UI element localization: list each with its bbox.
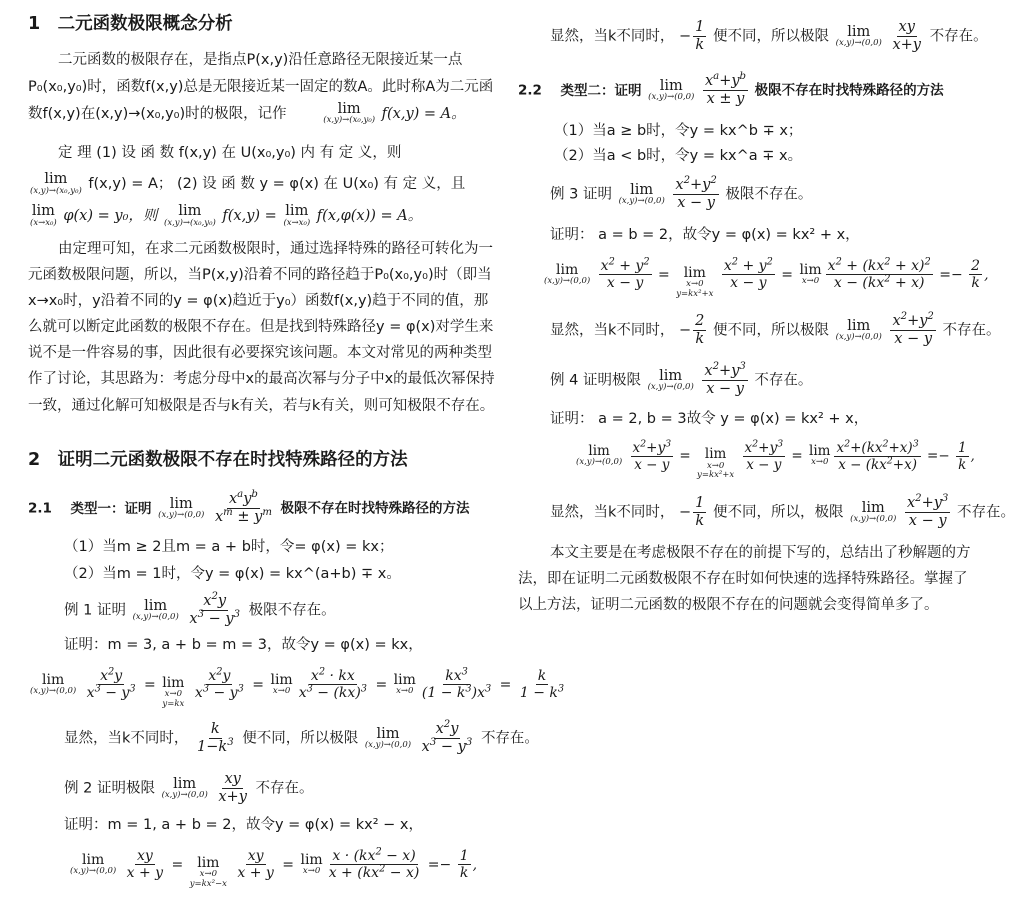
conclusion-text: 显然，当k不同时， [550, 28, 675, 45]
theorem-text-4: f(x,y) = [222, 208, 277, 225]
conclusion-text-2: 便不同，所以极限 [713, 322, 830, 339]
conclusion-text: 显然，当k不同时， [550, 504, 675, 521]
lim-sub: x→0 [164, 689, 182, 699]
lim-sub: x→0 [199, 869, 217, 879]
equation-4: lim (x,y)→(0,0) $\frac{x^2+y^3}{x - y}$ = lim x→0 y=kx²+x $\frac{x^2+y^3}{x - y}$ = lim x→0 $\frac{x^2+(kx^2+x)^3}{x - (kx^2+x)}$ =− $\frac{1}{k}$ , [576, 438, 975, 481]
limit-notation [30, 204, 57, 228]
lim-path: y=kx²+x [676, 288, 714, 299]
lim-sub: (x,y)→(0,0) [835, 38, 882, 49]
lim-sub: x→0 [811, 457, 829, 468]
subsection-post: 极限不存在时找特殊路径的方法 [754, 82, 944, 99]
fraction: $\frac{x^2y}{x^3 - y^3}$ [189, 591, 241, 628]
example-tail: 不存在。 [754, 372, 813, 389]
lim-word: lim [41, 671, 65, 688]
paragraph-definition [28, 47, 496, 127]
lim-word: lim [270, 671, 293, 688]
example-tail: 不存在。 [255, 780, 314, 797]
limit-notation [293, 102, 375, 126]
limit-notation [619, 183, 665, 207]
subsection-number: 2.2 [518, 82, 542, 99]
conclusion-text-3: 不存在。 [956, 504, 1015, 521]
lim-sub: (x→x₀) [30, 217, 57, 228]
definition-tail: f(x,y) = A。 [381, 105, 466, 122]
example-4-conclusion: 显然，当k不同时， − $\frac{1}{k}$ 便不同，所以，极限 lim (x,y)→(0,0) $\frac{x^2+y^3}{x - y}$ 不存在。 [550, 493, 1015, 530]
theorem-text-3: φ(x) = y₀，则 [63, 208, 158, 225]
lim-word: lim [809, 442, 831, 459]
example-1-conclusion: 显然，当k不同时， $\frac{k}{1-k^3}$ 便不同，所以极限 lim (x,y)→(0,0) $\frac{x^2y}{x^3 - y^3}$ 不存在。 [64, 719, 539, 756]
limit-notation [164, 204, 216, 228]
example-2: 例 2 证明极限 lim (x,y)→(0,0) $\frac{xy}{x+y}$ 不存在。 [64, 771, 314, 806]
limit-notation [158, 497, 204, 521]
theorem-text-5: f(x,φ(x)) = A。 [316, 208, 423, 225]
lim-sub: (x,y)→(x₀,y₀) [30, 185, 82, 196]
lim-word: lim [588, 442, 610, 459]
lim-word: lim [337, 100, 361, 117]
lim-sub: (x,y)→(0,0) [850, 514, 897, 525]
subsection-2-1-title [28, 489, 470, 526]
lim-word: lim [300, 851, 323, 868]
limit-notation [836, 319, 882, 343]
example-3-conclusion: 显然，当k不同时， − $\frac{2}{k}$ 便不同，所以极限 lim (x,y)→(0,0) $\frac{x^2+y^2}{x - y}$ 不存在。 [550, 311, 1001, 348]
example-label: 例 4 证明极限 [550, 372, 641, 389]
example-3: 例 3 证明 lim (x,y)→(0,0) $\frac{x^2+y^2}{x - y}$ 极限不存在。 [550, 175, 813, 212]
section-1-title: 1 二元函数极限概念分析 [28, 14, 233, 34]
case-1: （1）当m ≥ 2且m = a + b时，令= φ(x) = kx； [64, 539, 394, 555]
lim-word: lim [376, 725, 400, 742]
lim-sub: x→0 [302, 865, 321, 876]
subsection-number: 2.1 [28, 500, 52, 517]
limit-notation [850, 501, 896, 525]
limit-notation [162, 777, 208, 801]
lim-word: lim [659, 367, 683, 384]
subsection-pre: 类型二：证明 [560, 82, 642, 99]
lim-sub: x→0 [272, 685, 291, 696]
lim-word: lim [847, 23, 871, 40]
lim-sub: (x,y)→(x₀,y₀) [164, 217, 216, 228]
lim-sub: (x,y)→(0,0) [161, 790, 208, 801]
conclusion-text-3: 不存在。 [942, 322, 1001, 339]
subsection-post: 极限不存在时找特殊路径的方法 [280, 500, 470, 517]
lim-path: y=kx [162, 698, 185, 709]
lim-sub: x→0 [686, 279, 704, 289]
subsection-2-2-title: 2.2 类型二：证明 lim (x,y)→(0,0) $\frac{x^a+y^b}{x \pm y}$ 极限不存在时找特殊路径的方法 [518, 71, 944, 108]
limit-notation [836, 25, 882, 49]
lim-word: lim [162, 675, 185, 691]
fraction: $\frac{x^ay^b}{x^m \pm y^m}$ [214, 489, 272, 526]
lim-sub: x→0 [706, 460, 725, 471]
lim-sub: (x,y)→(0,0) [364, 740, 412, 751]
lim-word: lim [799, 261, 822, 278]
lim-word: lim [393, 671, 416, 688]
theorem-text-2: f(x,y) = A； (2) 设 函 数 y = φ(x) 在 U(x₀) 有 定 义，且 [88, 176, 466, 193]
example-tail: 极限不存在。 [248, 602, 336, 619]
conclusion-text-3: 不存在。 [929, 28, 988, 45]
lim-word: lim [861, 499, 885, 516]
example-label: 例 1 证明 [64, 602, 126, 619]
example-tail: 极限不存在。 [725, 186, 813, 203]
proof-4: 证明： a = 2, b = 3故令 y = φ(x) = kx² + x， [550, 411, 869, 427]
conclusion-text-3: 不存在。 [480, 730, 539, 747]
conclusion-text: 显然，当k不同时， [64, 730, 189, 747]
example-label: 例 2 证明极限 [64, 780, 155, 797]
theorem-line-1 [58, 146, 401, 161]
theorem-text-1: 设 函 数 f(x,y) 在 U(x₀,y₀) 内 有 定 义，则 [121, 145, 402, 161]
theorem-line-2 [28, 172, 465, 196]
lim-word: lim [197, 855, 220, 871]
lim-sub: (x,y)→(0,0) [158, 510, 205, 521]
conclusion-text-2: 便不同，所以极限 [242, 730, 359, 747]
lim-sub: (x,y)→(0,0) [647, 382, 694, 393]
limit-notation [648, 369, 694, 393]
equation-3: lim (x,y)→(0,0) $\frac{x^2 + y^2}{x - y}$ = lim x→0 y=kx²+x $\frac{x^2 + y^2}{x - y}$ = lim x→0 $\frac{x^2 + (kx^2 + x)^2}{x - (kx^2 + x)}$ =− $\frac{2}{k}$ , [544, 255, 989, 299]
conclusion-text-2: 便不同，所以，极限 [713, 504, 844, 521]
proof-3: 证明： a = b = 2，故令y = φ(x) = kx² + x， [550, 227, 860, 243]
lim-sub: (x,y)→(x₀,y₀) [323, 115, 376, 125]
limit-notation [648, 79, 694, 103]
limit-notation [365, 727, 411, 751]
example-4: 例 4 证明极限 lim (x,y)→(0,0) $\frac{x^2+y^3}{x - y}$ 不存在。 [550, 361, 813, 398]
lim-sub: (x,y)→(0,0) [648, 92, 695, 103]
theorem-label: 定 理 (1) [58, 145, 117, 161]
lim-path: y=kx²+x [697, 470, 735, 481]
case-2: （2）当a < b时，令y = kx^a ∓ x。 [554, 148, 803, 164]
lim-sub: (x→x₀) [283, 217, 311, 228]
lim-sub: (x,y)→(0,0) [576, 457, 623, 468]
conclusion-text: 显然，当k不同时， [550, 322, 675, 339]
subsection-pre: 类型一：证明 [70, 500, 152, 517]
lim-word: lim [683, 265, 706, 281]
proof-2: 证明：m = 1, a + b = 2，故令y = φ(x) = kx² − x， [64, 817, 424, 833]
lim-sub: (x,y)→(0,0) [544, 275, 591, 286]
lim-word: lim [659, 77, 683, 94]
lim-word: lim [144, 597, 168, 614]
limit-notation [133, 599, 179, 623]
conclusion-text-2: 便不同，所以极限 [713, 28, 830, 45]
lim-word: lim [169, 495, 193, 512]
lim-word: lim [178, 203, 202, 219]
lim-sub: (x,y)→(0,0) [835, 332, 882, 343]
case-1: （1）当a ≥ b时，令y = kx^b ∓ x； [554, 123, 803, 139]
lim-path: y=kx²−x [189, 878, 227, 889]
lim-word: lim [31, 203, 55, 219]
theorem-line-3 [28, 204, 422, 228]
proof-1: 证明：m = 3, a + b = m = 3，故令y = φ(x) = kx， [64, 637, 423, 653]
lim-word: lim [630, 181, 654, 198]
lim-word: lim [173, 775, 197, 792]
lim-sub: (x,y)→(0,0) [132, 612, 179, 623]
equation-1: lim (x,y)→(0,0) $\frac{x^2y}{x^3 - y^3}$ = lim x→0 y=kx $\frac{x^2y}{x^3 - y^3}$ = lim x→0 $\frac{x^2 \cdot kx}{x^3 - (kx)^3}$ = lim x→0 $\frac{kx^3}{(1 - k^3)x^3}$ = $\frac{k}{1 - k^3}$ [30, 665, 565, 709]
lim-sub: (x,y)→(0,0) [618, 196, 665, 207]
section-2-title: 2 证明二元函数极限不存在时找特殊路径的方法 [28, 450, 408, 470]
conclusion-paragraph: 本文主要是在考虑极限不存在的前提下写的，总结出了秒解题的方法，即在证明二元函数极限不存在时如何快速的选择特殊路径。掌握了以上方法，证明二元函数的极限不存在的问题就会变得简单多了。 [518, 545, 971, 614]
definition-text: 二元函数的极限存在，是指点P(x,y)沿任意路径无限接近某一点P₀(x₀,y₀)时，函数f(x,y)总是无限接近某一固定的数A。此时称A为二元函数f(x,y)在(x,y)→(x₀,y₀)时的极限，记作 [28, 52, 494, 122]
lim-word: lim [81, 851, 105, 868]
example-1 [64, 591, 336, 628]
lim-sub: x→0 [396, 685, 414, 696]
limit-notation [30, 172, 82, 196]
example-2-conclusion: 显然，当k不同时， − $\frac{1}{k}$ 便不同，所以极限 lim (x,y)→(0,0) $\frac{xy}{x+y}$ 不存在。 [550, 19, 988, 54]
example-label: 例 3 证明 [550, 186, 612, 203]
case-2: （2）当m = 1时，令y = φ(x) = kx^(a+b) ∓ x。 [64, 566, 401, 582]
lim-sub: (x,y)→(0,0) [30, 685, 77, 696]
lim-sub: (x,y)→(0,0) [70, 865, 117, 876]
limit-notation [283, 204, 310, 228]
lim-word: lim [555, 261, 579, 278]
lim-word: lim [44, 171, 68, 187]
equation-2: lim (x,y)→(0,0) $\frac{xy}{x + y}$ = lim x→0 y=kx²−x $\frac{xy}{x + y}$ = lim x→0 $\frac{x \cdot (kx^2 - x)}{x + (kx^2 - x)}$ =− $\frac{1}{k}$ , [70, 845, 478, 889]
lim-word: lim [704, 446, 727, 462]
lim-word: lim [285, 203, 309, 219]
lim-word: lim [847, 317, 871, 334]
paragraph-method: 由定理可知，在求二元函数极限时，通过选择特殊的路径可转化为一元函数极限问题，所以，当P(x,y)沿着不同的路径趋于P₀(x₀,y₀)时（即当x→x₀时，y沿着不同的y = φ(x)趋近于y₀）函数f(x,y)趋于不同的值，那么就可以断定此函数的极限不存在。但是找到特殊路径y = φ(x)对学生来说不是一件容易的事，因此很有必要探究该问题。本文对常见的两种类型作了讨论，其思路为：考虑分母中x的最高次幂与分子中x的最低次幂保持一致，通过化解可知极限是否与k有关，若与k有关，则可知极限不存在。 [28, 241, 495, 414]
lim-sub: x→0 [801, 275, 820, 286]
